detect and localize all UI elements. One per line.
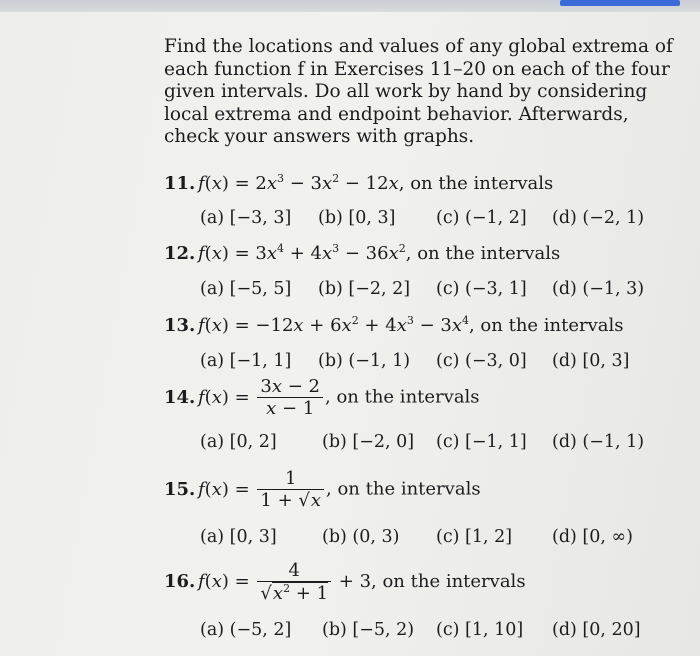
exercise-number: 11. <box>164 173 196 194</box>
exercise-14 <box>164 376 480 419</box>
textbook-page <box>0 12 700 656</box>
exercise-formula: f(x) = $\frac{1}{1 + √x}$ <box>198 479 326 500</box>
option-c: (c) [1, 2] <box>436 527 513 547</box>
option-b: (b) (−1, 1) <box>318 351 411 371</box>
exercise-suffix: , on the intervals <box>405 243 561 264</box>
exercise-number: 16. <box>164 571 196 592</box>
option-d: (d) (−1, 1) <box>552 432 645 452</box>
exercise-number: 12. <box>164 243 196 264</box>
exercise-formula: $f(x) = -12x + 6x^2 + 4x^3 - 3x^4$ <box>198 314 469 336</box>
exercise-suffix: , on the intervals <box>325 386 480 408</box>
option-a: (a) [−1, 1] <box>200 351 292 371</box>
option-a: (a) [−5, 5] <box>200 279 292 299</box>
option-b: (b) [−2, 2] <box>318 279 411 299</box>
option-b: (b) [0, 3] <box>318 208 396 228</box>
option-b: (b) [−2, 0] <box>322 432 415 452</box>
option-c: (c) (−3, 0] <box>436 351 527 371</box>
exercise-13 <box>164 314 624 336</box>
option-a: (a) [0, 3] <box>200 527 277 547</box>
option-d: (d) (−1, 3) <box>552 279 645 299</box>
exercise-16 <box>164 560 526 604</box>
exercise-suffix: , on the intervals <box>326 478 481 500</box>
exercise-formula: f(x) = $\frac{3x - 2}{x - 1}$ <box>198 387 325 408</box>
top-edge-band <box>0 0 700 12</box>
option-b: (b) [−5, 2) <box>322 620 415 640</box>
exercise-11 <box>164 172 553 194</box>
exercise-suffix: , on the intervals <box>468 315 624 336</box>
exercise-formula: $f(x) = 3x^4 + 4x^3 - 36x^2$ <box>198 242 406 264</box>
option-c: (c) [1, 10] <box>436 620 524 640</box>
exercise-suffix: , on the intervals <box>398 173 554 194</box>
instructions-paragraph: Find the locations and values of any global extrema of each function f in Exercises 11–20 on each of the four given intervals. Do all work by hand by considering local extrema and endpoint behavior. Afterwards, check your answers with graphs. <box>164 36 673 147</box>
exercise-formula: $f(x) = 2x^3 - 3x^2 - 12x$ <box>198 172 399 194</box>
exercise-number: 13. <box>164 315 196 336</box>
option-a: (a) [−3, 3] <box>200 208 292 228</box>
option-b: (b) (0, 3) <box>322 527 400 547</box>
exercise-formula: f(x) = $\frac{4}{√x^2 + 1}$ <box>198 571 333 592</box>
window-accent-bar <box>560 0 680 6</box>
exercise-12 <box>164 242 560 264</box>
exercise-suffix: + 3, on the intervals <box>333 571 526 592</box>
option-c: (c) (−3, 1] <box>436 279 527 299</box>
option-d: (d) (−2, 1) <box>552 208 645 228</box>
option-d: (d) [0, ∞) <box>552 527 633 547</box>
option-c: (c) [−1, 1] <box>436 432 527 452</box>
option-d: (d) [0, 3] <box>552 351 630 371</box>
option-a: (a) (−5, 2] <box>200 620 292 640</box>
exercise-number: 15. <box>164 478 196 500</box>
option-d: (d) [0, 20] <box>552 620 641 640</box>
option-a: (a) [0, 2] <box>200 432 277 452</box>
exercise-15 <box>164 468 481 511</box>
exercise-number: 14. <box>164 386 196 408</box>
option-c: (c) (−1, 2] <box>436 208 527 228</box>
